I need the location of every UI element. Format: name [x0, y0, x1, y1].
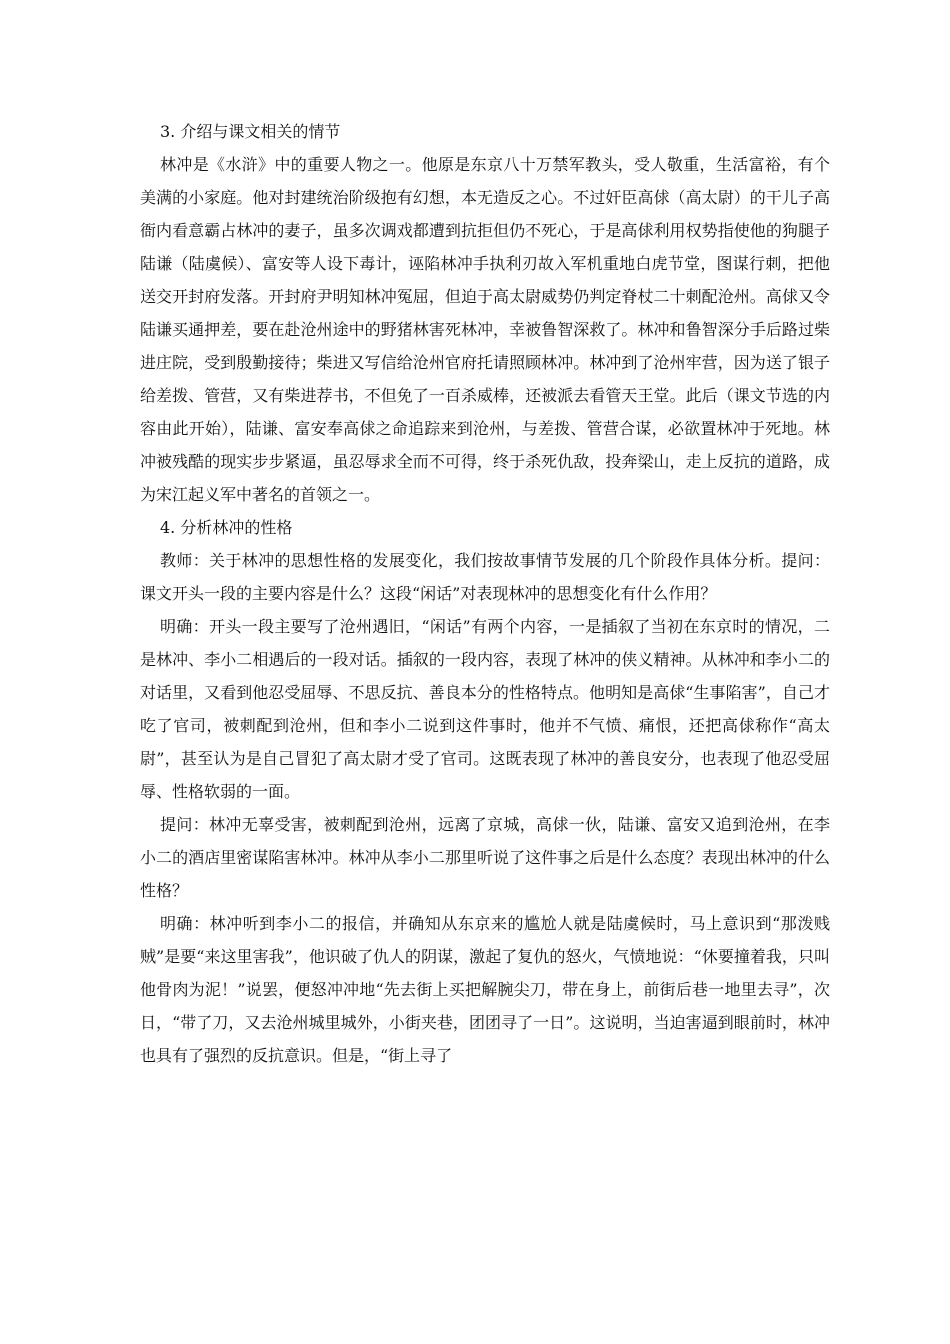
answer-1-paragraph: 明确：开头一段主要写了沧州遇旧，“闲话”有两个内容，一是插叙了当初在东京时的情况，二是林冲、李小二相遇后的一段对话。插叙的一段内容，表现了林冲的侠义精神。从林冲和李小二的对话里，又看到他忍受屈辱、不思反抗、善良本分的性格特点。他明知是高俅“生事陷害”，自己才吃了官司，被刺配到沧州，但和李小二说到这件事时，他并不气愤、痛恨，还把高俅称作“高太尉”，甚至认为是自己冒犯了高太尉才受了官司。这既表现了林冲的善良安分，也表现了他忍受屈辱、性格软弱的一面。 [140, 617, 830, 801]
plot-introduction-paragraph: 林冲是《水浒》中的重要人物之一。他原是东京八十万禁军教头，受人敬重，生活富裕，有个美满的小家庭。他对封建统治阶级抱有幻想，本无造反之心。不过奸臣高俅（高太尉）的干儿子高衙内看意霸占林冲的妻子，虽多次调戏都遭到抗拒但仍不死心，于是高俅利用权势指使他的狗腿子陆谦（陆虞候）、富安等人设下毒计，诬陷林冲手执利刃故入军机重地白虎节堂，图谋行刺，把他送交开封府发落。开封府尹明知林冲冤屈，但迫于高太尉威势仍判定脊杖二十刺配沧州。高俅又令陆谦买通押差，要在赴沧州途中的野猪林害死林冲，幸被鲁智深救了。林冲和鲁智深分手后路过柴进庄院，受到殷勤接待；柴进又写信给沧州官府托请照顾林冲。林冲到了沧州牢营，因为送了银子给差拨、管营，又有柴进荐书，不但免了一百杀威棒，还被派去看管天王堂。此后（课文节选的内容由此开始），陆谦、富安奉高俅之命追踪来到沧州，与差拨、管营合谋，必欲置林冲于死地。林冲被残酷的现实步步紧逼，虽忍辱求全而不可得，终于杀死仇敌，投奔梁山，走上反抗的道路，成为宋江起义军中著名的首领之一。 [140, 155, 830, 504]
section-3-heading: 3. 介绍与课文相关的情节 [160, 122, 341, 141]
question-2-paragraph: 提问：林冲无辜受害，被刺配到沧州，远离了京城，高俅一伙，陆谦、富安又追到沧州，在李小二的酒店里密谋陷害林冲。林冲从李小二那里听说了这件事之后是什么态度？表现出林冲的什么性格？ [140, 815, 830, 900]
teacher-question-paragraph: 教师：关于林冲的思想性格的发展变化，我们按故事情节发展的几个阶段作具体分析。提问：课文开头一段的主要内容是什么？这段“闲话”对表现林冲的思想变化有什么作用？ [140, 551, 830, 603]
section-4-heading: 4. 分析林冲的性格 [160, 518, 293, 537]
document-page [140, 115, 830, 1072]
answer-2-paragraph: 明确：林冲听到李小二的报信，并确知从东京来的尴尬人就是陆虞候时，马上意识到“那泼贱贼”是要“来这里害我”，他识破了仇人的阴谋，激起了复仇的怒火，气愤地说：“休要撞着我，只叫他骨肉为泥！”说罢，便怒冲冲地“先去街上买把解腕尖刀，带在身上，前街后巷一地里去寻”，次日，“带了刀，又去沧州城里城外，小街夹巷，团团寻了一日”。这说明，当迫害逼到眼前时，林冲也具有了强烈的反抗意识。但是，“街上寻了 [140, 914, 830, 1065]
